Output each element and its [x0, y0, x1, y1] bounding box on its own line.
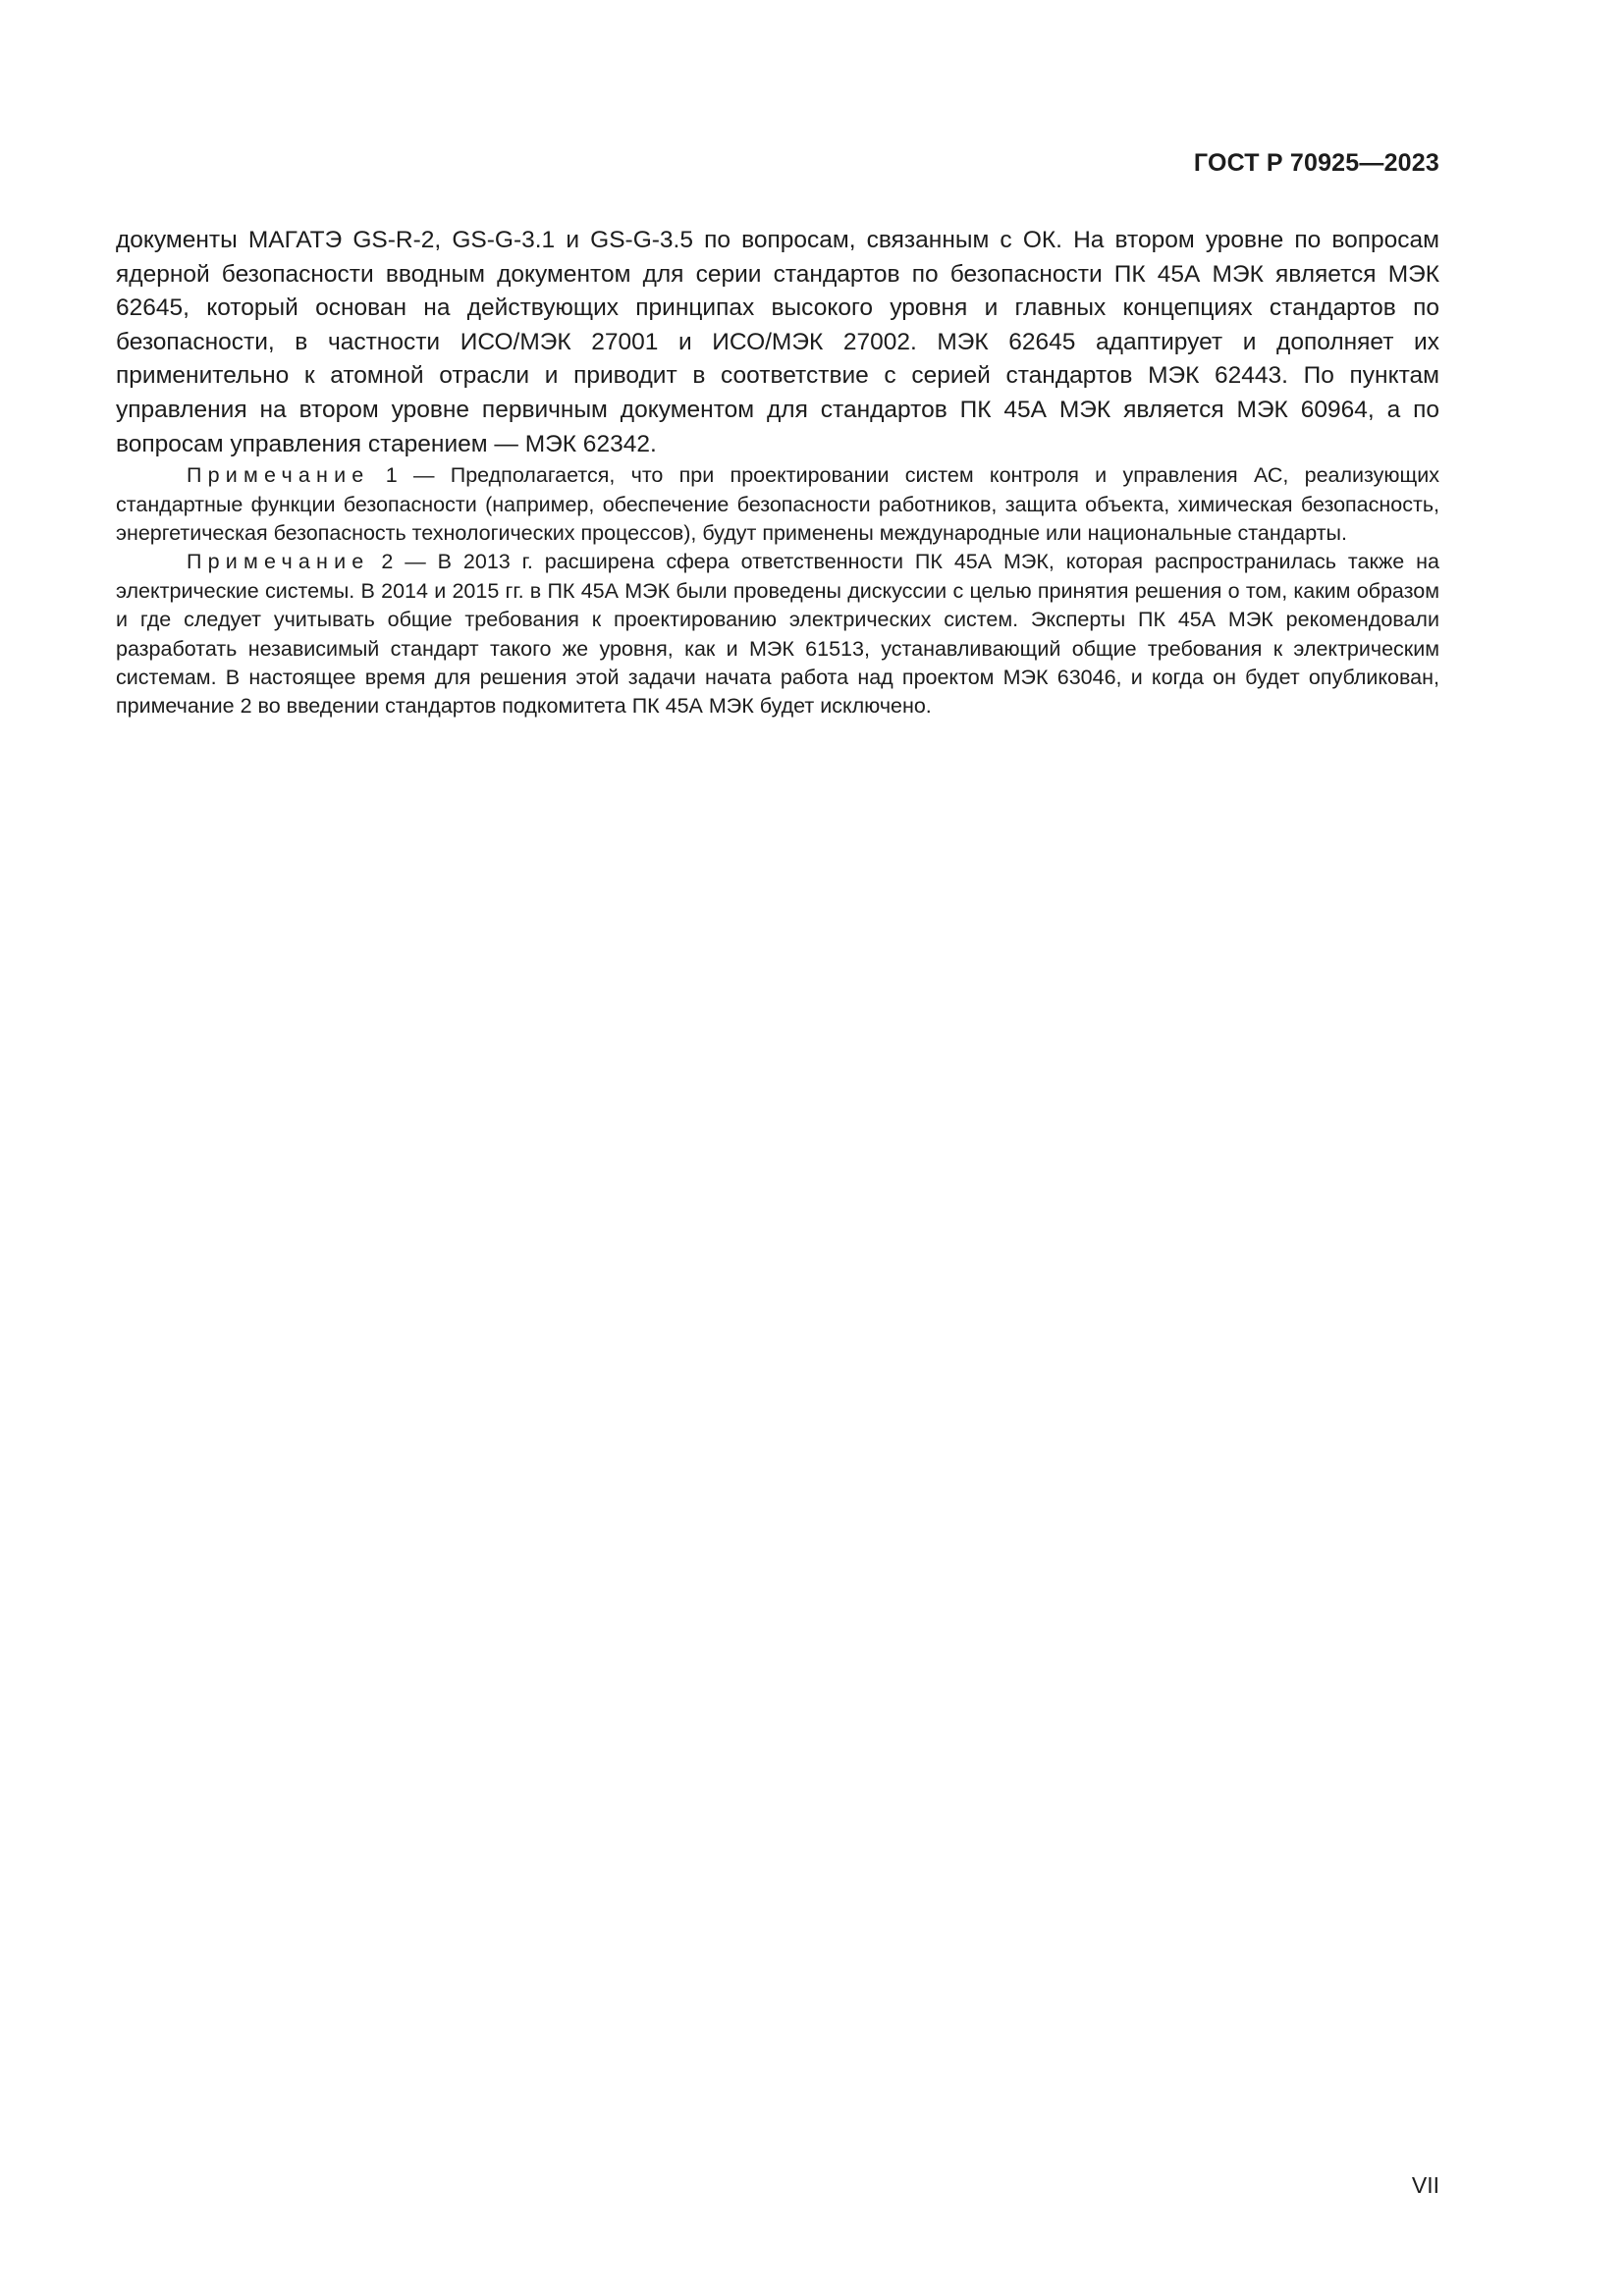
document-code: ГОСТ Р 70925—2023 [1193, 149, 1439, 177]
note-1-text: 1 — Предполагается, что при проектировании систем контроля и управления АС, реализующих стандартные функции безопасности (например, обеспечение безопасности работников, защита объекта, химическая безопасность, энергетическая безопасность технологических процессов), будут применены международные или национальные стандарты. [116, 463, 1439, 545]
note-1-label: Примечание [187, 463, 370, 488]
note-2-text: 2 — В 2013 г. расширена сфера ответственности ПК 45А МЭК, которая распространилась также на электрические системы. В 2014 и 2015 гг. в ПК 45А МЭК были проведены дискуссии с целью принятия решения о том, каким образом и где следует учитывать общие требования к проектированию электрических систем. Эксперты ПК 45А МЭК рекомендовали разработать независимый стандарт такого же уровня, как и МЭК 61513, устанавливающий общие требования к электрическим системам. В настоящее время для решения этой задачи начата работа над проектом МЭК 63046, и когда он будет опубликован, примечание 2 во введении стандартов подкомитета ПК 45А МЭК будет исключено. [116, 550, 1439, 719]
note-1 [116, 461, 1439, 548]
note-2 [116, 548, 1439, 721]
main-text [116, 224, 1439, 721]
page-number: VII [1411, 2172, 1439, 2198]
body-paragraph: документы МАГАТЭ GS-R-2, GS-G-3.1 и GS-G-3.5 по вопросам, связанным с ОК. На втором уровне по вопросам ядерной безопасности вводным документом для серии стандартов по безопасности ПК 45А МЭК является МЭК 62645, который основан на действующих принципах высокого уровня и главных концепциях стандартов по безопасности, в частности ИСО/МЭК 27001 и ИСО/МЭК 27002. МЭК 62645 адаптирует и дополняет их применительно к атомной отрасли и приводит в соответствие с серией стандартов МЭК 62443. По пунктам управления на втором уровне первичным документом для стандартов ПК 45А МЭК является МЭК 60964, а по вопросам управления старением — МЭК 62342. [116, 227, 1439, 457]
note-2-label: Примечание [187, 550, 370, 574]
